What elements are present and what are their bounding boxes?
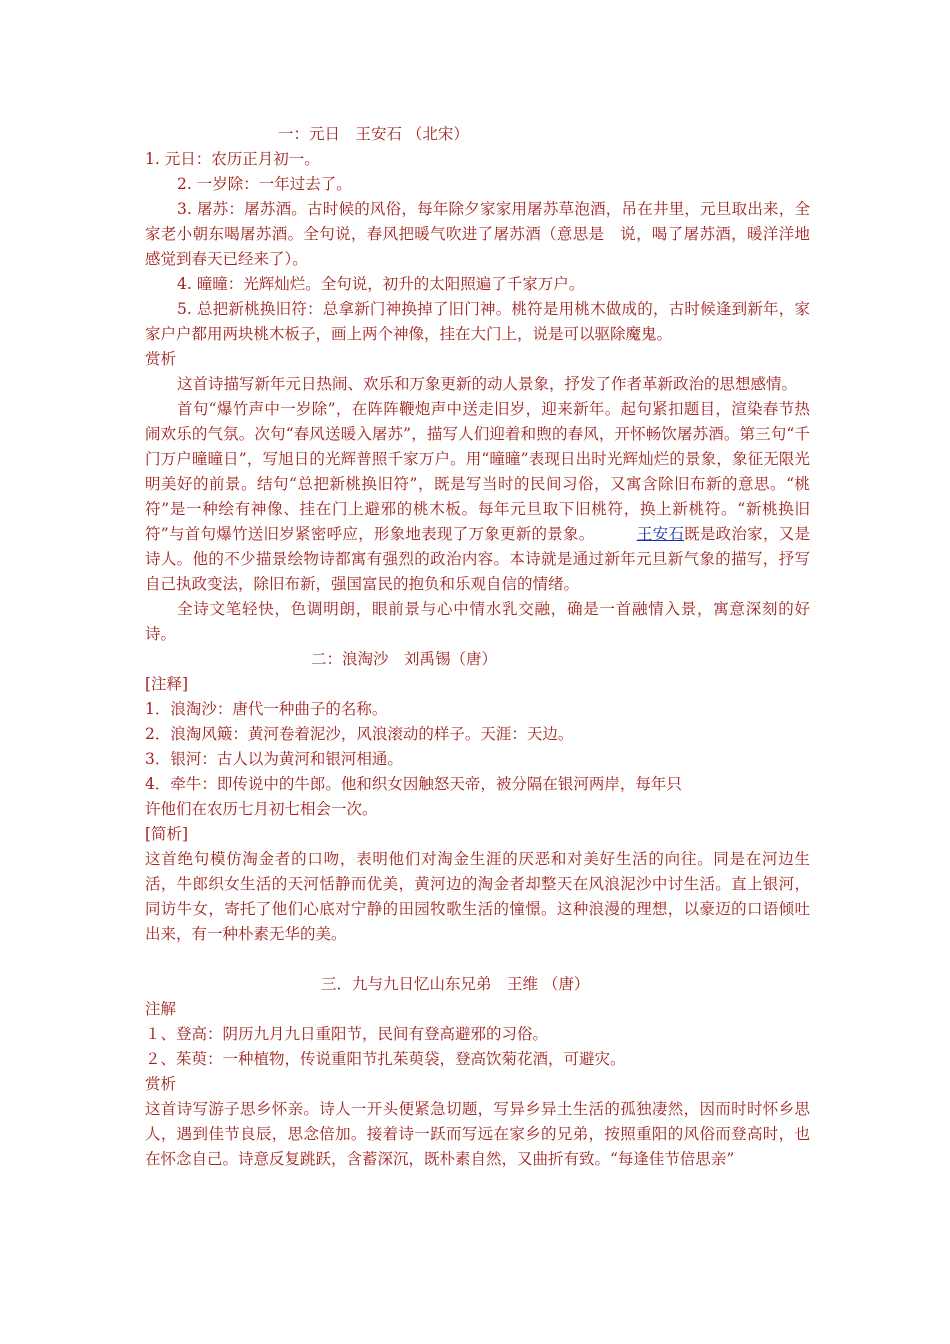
paragraph-2-continuation: 既是政治家，又是诗人。他的不少描景绘物诗都寓有强烈的政治内容。本诗就是通过新年元旦新气象的描写，抒写自己执政变法，除旧布新，强国富民的抱负和乐观自信的情绪。 <box>145 525 810 593</box>
document-page <box>145 122 810 1172</box>
note-4: 4. 曈曈：光辉灿烂。全句说，初升的太阳照遍了千家万户。 <box>177 275 585 293</box>
annotation-item: １、登高：阴历九月九日重阳节，民间有登高避邪的习俗。 <box>145 1025 549 1043</box>
note-2: 2. 一岁除：一年过去了。 <box>177 175 352 193</box>
appreciation-label: 赏析 <box>145 350 177 368</box>
paragraph-2-text: 首句“爆竹声中一岁除”，在阵阵鞭炮声中送走旧岁，迎来新年。起句紧扣题目，渲染春节热闹欢乐的气氛。次句“春风送暖入屠苏”，描写人们迎着和煦的春风，开怀畅饮屠苏酒。第三句“千门万户曈曈日”，写旭日的光辉普照千家万户。用“曈曈”表现日出时光辉灿烂的景象，象征无限光明美好的前景。结句“总把新桃换旧符”，既是写当时的民间习俗，又寓含除旧布新的意思。“桃符”是一种绘有神像、挂在门上避邪的桃木板。每年元旦取下旧桃符，换上新桃符。“新桃换旧符”与首句爆竹送旧岁紧密呼应，形象地表现了万象更新的景象。 <box>145 400 810 543</box>
analysis-paragraph: 这首绝句模仿淘金者的口吻，表明他们对淘金生涯的厌恶和对美好生活的向往。同是在河边生活，牛郎织女生活的天河恬静而优美，黄河边的淘金者却整天在风浪泥沙中讨生活。直上银河，同访牛女，寄托了他们心底对宁静的田园牧歌生活的憧憬。这种浪漫的理想，以豪迈的口语倾吐出来，有一种朴素无华的美。 <box>145 850 810 943</box>
appreciation-paragraph-1: 这首诗描写新年元日热闹、欢乐和万象更新的动人景象，抒发了作者革新政治的思想感情。 <box>177 375 798 393</box>
note-1: 1. 元日：农历正月初一。 <box>145 150 320 168</box>
appreciation-paragraph: 这首诗写游子思乡怀亲。诗人一开头便紧急切题，写异乡异土生活的孤独凄然，因而时时怀乡思人，遇到佳节良辰，思念倍加。接着诗一跃而写远在家乡的兄弟，按照重阳的风俗而登高时，也在怀念自己。诗意反复跳跃，含蓄深沉，既朴素自然，又曲折有致。“每逢佳节倍思亲” <box>145 1100 810 1168</box>
annotation-label: 注解 <box>145 1000 177 1018</box>
section-2-title: 二：浪淘沙 刘禹锡（唐） <box>311 650 498 668</box>
note-5: 5. 总把新桃换旧符：总拿新门神换掉了旧门神。桃符是用桃木做成的，古时候逢到新年，家家户户都用两块桃木板子，画上两个神像，挂在大门上，说是可以驱除魔鬼。 <box>145 300 810 343</box>
notes-label: [注释] <box>145 675 189 693</box>
wang-anshi-link[interactable]: 王安石 <box>636 525 685 543</box>
section-1-title: 一：元日 王安石 （北宋） <box>278 125 469 143</box>
note-item: 许他们在农历七月初七相会一次。 <box>145 800 378 818</box>
appreciation-paragraph-3: 全诗文笔轻快，色调明朗，眼前景与心中情水乳交融，确是一首融情入景，寓意深刻的好诗。 <box>145 600 810 643</box>
note-item: 3．银河：古人以为黄河和银河相通。 <box>145 750 403 768</box>
analysis-label: [简析] <box>145 825 189 843</box>
note-item: 2．浪淘风簸：黄河卷着泥沙，风浪滚动的样子。天涯：天边。 <box>145 725 574 743</box>
note-3: 3. 屠苏：屠苏酒。古时候的风俗，每年除夕家家用屠苏草泡酒，吊在井里，元旦取出来，全家老小朝东喝屠苏酒。全句说，春风把暖气吹进了屠苏酒（意思是 说，喝了屠苏酒，暖洋洋地感觉到春天已经来了）。 <box>145 200 810 268</box>
note-item: 1．浪淘沙：唐代一种曲子的名称。 <box>145 700 388 718</box>
section-3-title: 三．九与九日忆山东兄弟 王维 （唐） <box>321 975 590 993</box>
note-item: 4．牵牛：即传说中的牛郎。他和织女因触怒天帝，被分隔在银河两岸，每年只 <box>145 775 682 793</box>
appreciation-paragraph-2 <box>145 397 810 597</box>
annotation-item: ２、茱萸：一种植物，传说重阳节扎茱萸袋，登高饮菊花酒，可避灾。 <box>145 1050 626 1068</box>
appreciation-label: 赏析 <box>145 1075 177 1093</box>
